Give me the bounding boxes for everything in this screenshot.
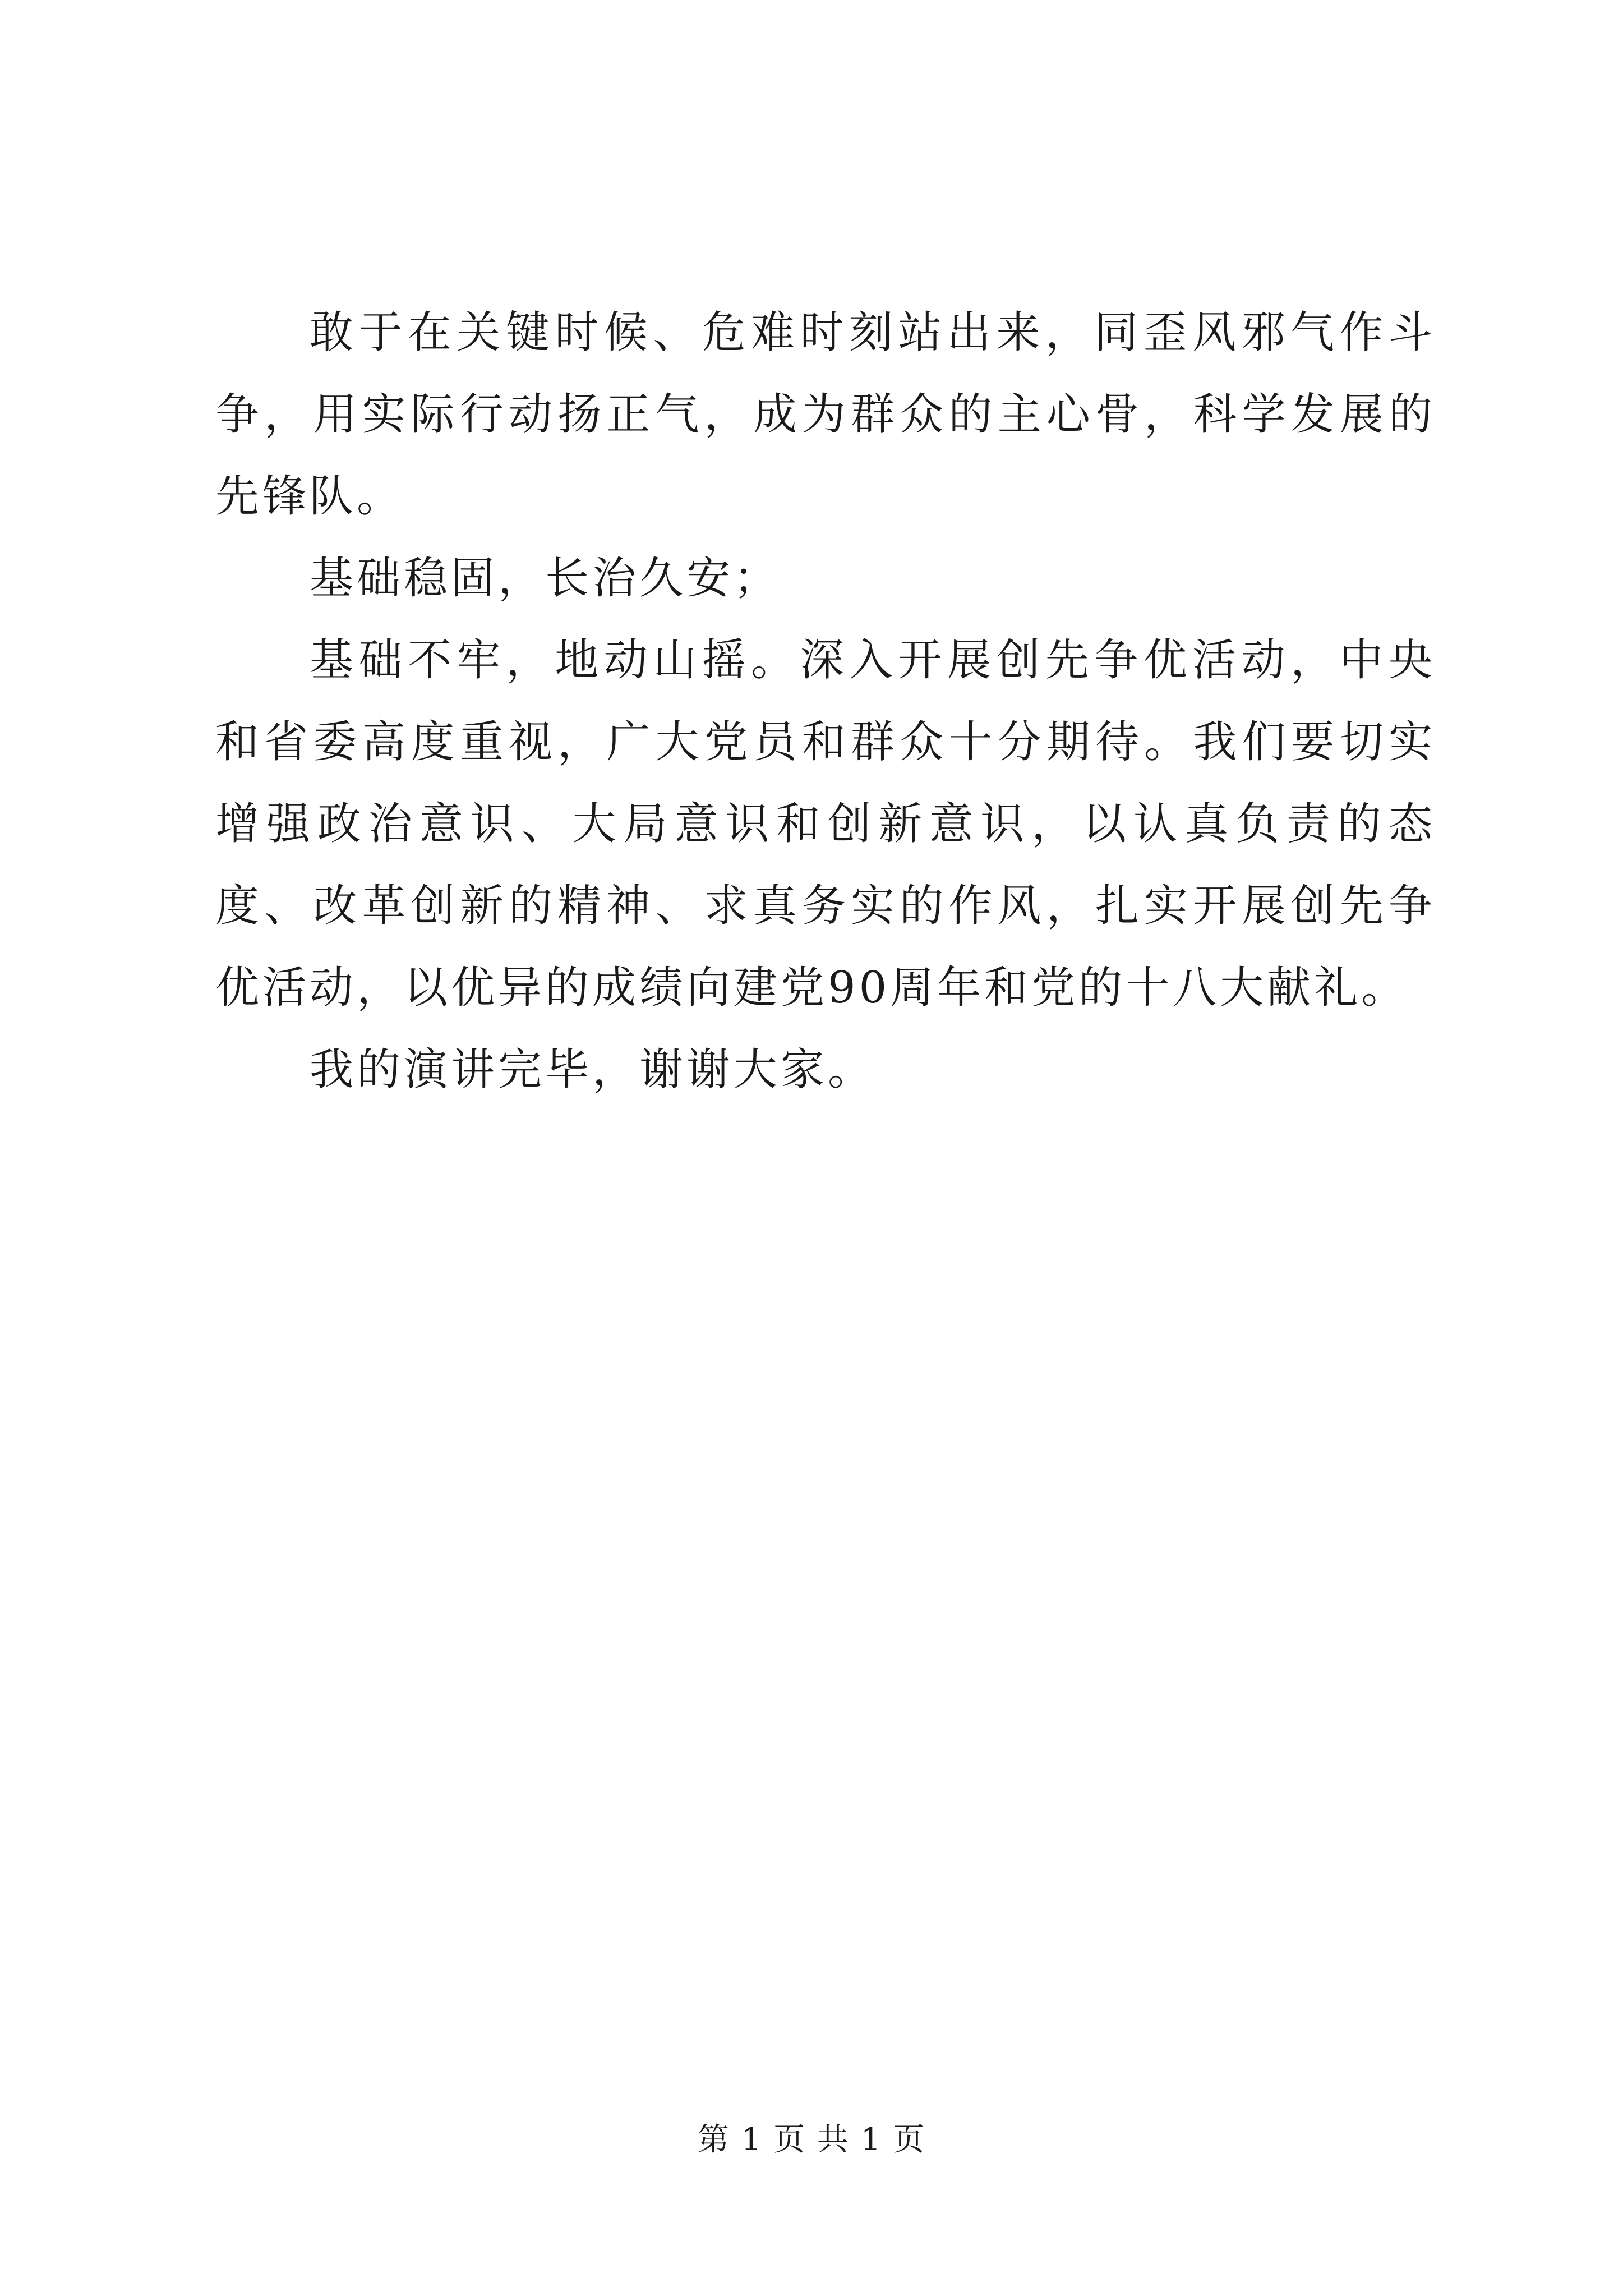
page-footer [0, 2120, 1623, 2160]
page-number: 第 1 页 共 1 页 [697, 2122, 926, 2158]
document-body [215, 292, 1436, 1111]
paragraph-4: 我的演讲完毕，谢谢大家。 [310, 1045, 875, 1095]
paragraph-2: 基础稳固，长治久安； [310, 553, 781, 604]
paragraph-1: 敢于在关键时候、危难时刻站出来，同歪风邪气作斗争，用实际行动扬正气，成为群众的主心骨，科学发展的先锋队。 [215, 307, 1436, 522]
paragraph-3: 基础不牢，地动山摇。深入开展创先争优活动，中央和省委高度重视，广大党员和群众十分期待。我们要切实增强政治意识、大局意识和创新意识，以认真负责的态度、改革创新的精神、求真务实的作风，扎实开展创先争优活动，以优异的成绩向建党90周年和党的十八大献礼。 [215, 635, 1436, 1013]
